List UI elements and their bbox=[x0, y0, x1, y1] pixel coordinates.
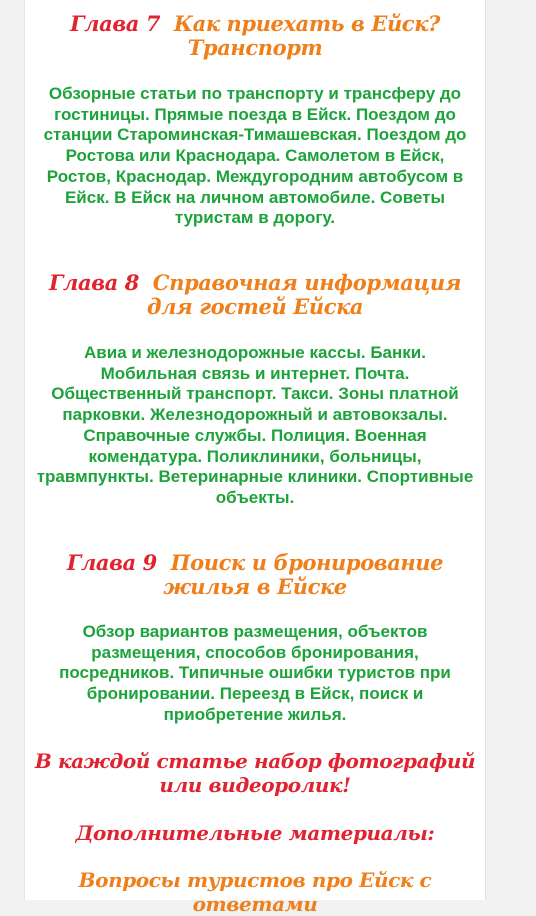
photos-note: В каждой статье набор фотографий или видеоролик! bbox=[34, 749, 476, 797]
chapter-8-title: Справочная информация для гостей Ейска bbox=[146, 270, 462, 319]
tourist-questions-link[interactable]: Вопросы туристов про Ейск с ответами bbox=[78, 868, 432, 916]
chapter-7-title: Как приехать в Ейск? Транспорт bbox=[173, 11, 440, 60]
chapter-7-number: Глава 7 bbox=[70, 11, 161, 36]
extra-materials-heading: Дополнительные материалы: bbox=[75, 821, 435, 845]
chapter-9-heading[interactable] bbox=[25, 551, 485, 599]
chapter-9-title: Поиск и бронирование жилья в Ейске bbox=[163, 550, 444, 599]
chapter-7-heading[interactable] bbox=[25, 12, 485, 60]
chapter-9-description: Обзор вариантов размещения, объектов размещения, способов бронирования, посредников. Типичные ошибки туристов при бронировании. Переезд в Ейск, поиск и приобретение жилья. bbox=[59, 622, 451, 724]
chapter-9-number: Глава 9 bbox=[66, 550, 157, 575]
chapter-8-heading[interactable] bbox=[25, 271, 485, 319]
chapter-8-description: Авиа и железнодорожные кассы. Банки. Мобильная связь и интернет. Почта. Общественный транспорт. Такси. Зоны платной парковки. Железнодорожный и автовокзалы. Справочные службы. Полиция. Военная комендатура. Поликлиники, больницы, травмпункты. Ветеринарные клиники. Спортивные объекты. bbox=[36, 343, 474, 507]
chapter-7-description: Обзорные статьи по транспорту и трансферу до гостиницы. Прямые поезда в Ейск. Поездом до станции Староминская-Тимашевская. Поездом до Ростова или Краснодара. Самолетом в Ейск, Ростов, Краснодар. Междугородним автобусом в Ейск. В Ейск на личном автомобиле. Советы туристам в дорогу. bbox=[43, 84, 467, 228]
chapter-8-number: Глава 8 bbox=[48, 270, 139, 295]
content-column bbox=[24, 0, 486, 916]
